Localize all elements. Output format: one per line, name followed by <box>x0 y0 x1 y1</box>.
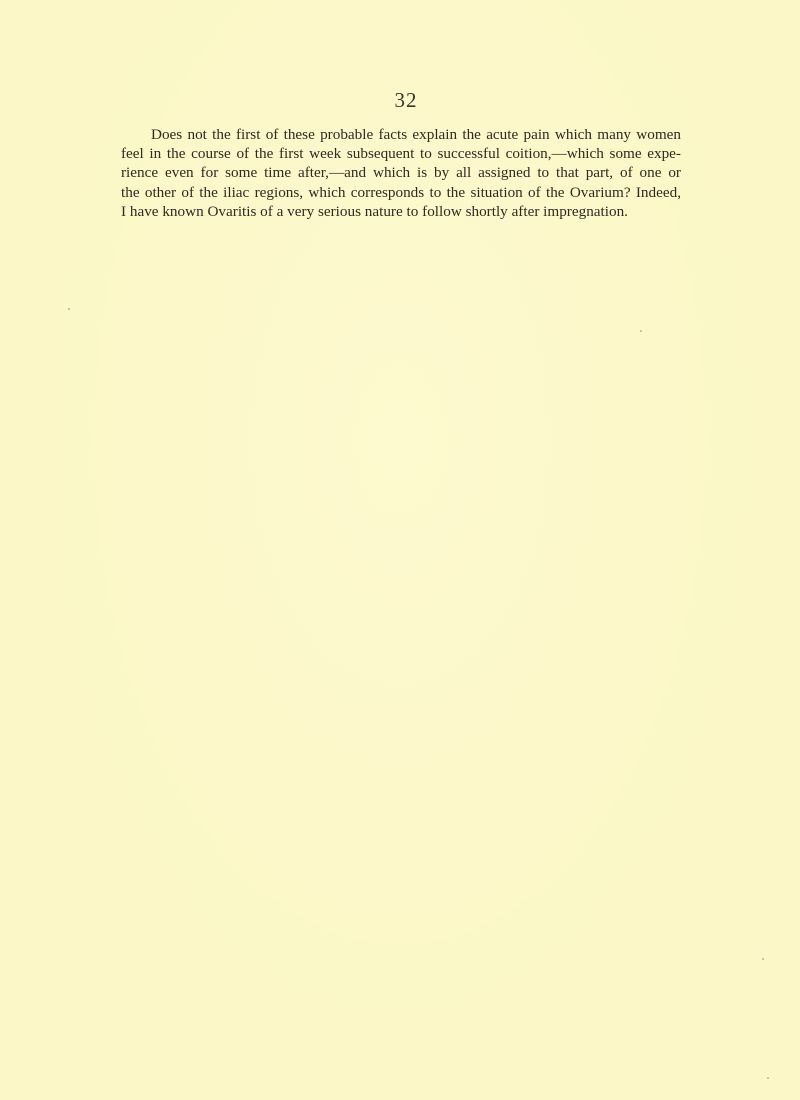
paper-speck <box>767 1077 769 1079</box>
paper-speck <box>762 958 764 960</box>
body-paragraph <box>121 125 681 221</box>
paragraph-line: I have known Ovaritis of a very serious nature to follow shortly after impregnation. <box>121 202 628 220</box>
paragraph-line: Does not the first of these probable facts explain the acute pain which many women <box>151 126 681 143</box>
paragraph-line: feel in the course of the first week subsequent to successful coition,—which some expe- <box>121 145 681 163</box>
paper-speck <box>68 308 70 310</box>
paper-speck <box>640 330 642 332</box>
paragraph-line: rience even for some time after,—and which is by all assigned to that part, of one or <box>121 164 681 182</box>
page-number: 32 <box>394 88 418 112</box>
paragraph-line: the other of the iliac regions, which corresponds to the situation of the Ovarium? Indeed, <box>121 183 681 201</box>
